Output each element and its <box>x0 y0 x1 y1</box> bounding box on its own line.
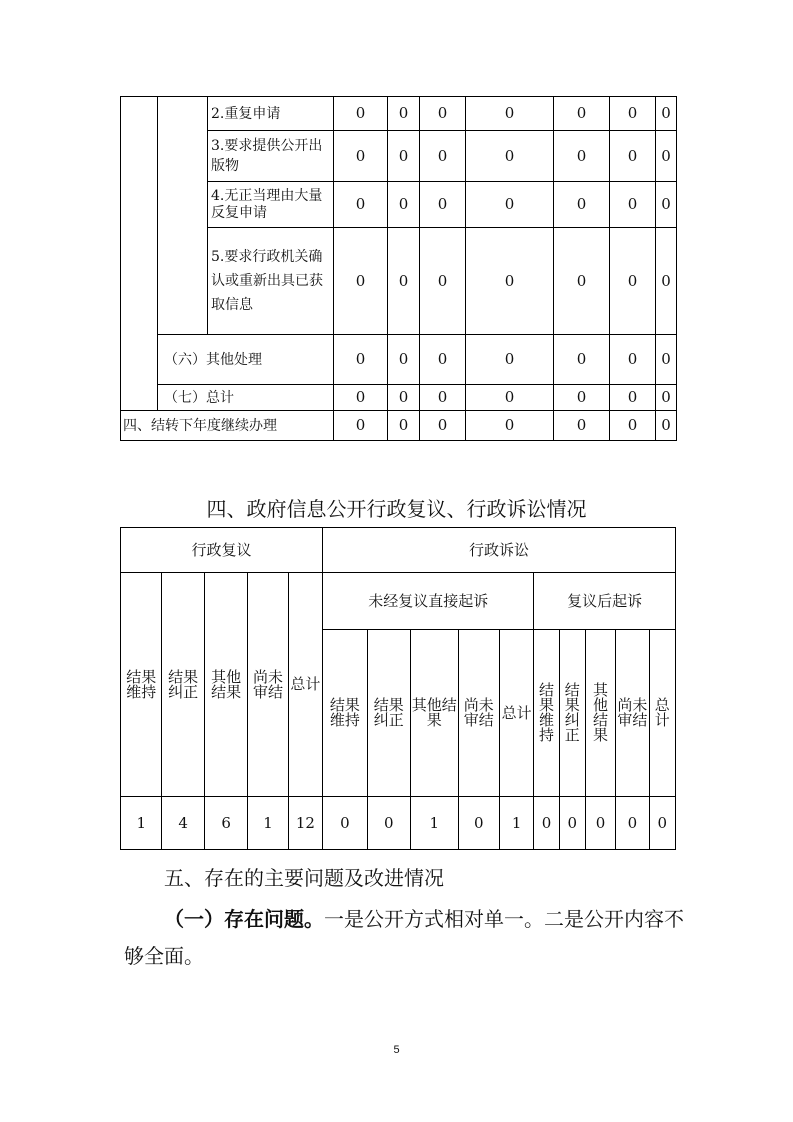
row-label: （六）其他处理 <box>158 335 334 385</box>
cell: 6 <box>204 797 247 850</box>
issues-lead: （一）存在问题。 <box>164 907 324 931</box>
cell: 0 <box>388 228 420 335</box>
cell: 0 <box>420 228 466 335</box>
cell: 1 <box>248 797 288 850</box>
direct-col: 其他结果 <box>411 630 459 797</box>
after-col: 结果纠正 <box>559 630 585 797</box>
cell: 0 <box>656 385 677 411</box>
row-label: 四、结转下年度继续办理 <box>121 411 334 441</box>
cell: 0 <box>334 182 388 228</box>
cell: 0 <box>610 97 656 131</box>
cell: 0 <box>656 411 677 441</box>
cell: 0 <box>656 228 677 335</box>
direct-col: 尚未审结 <box>458 630 499 797</box>
table-row <box>121 797 676 850</box>
cell: 0 <box>610 335 656 385</box>
review-litigation-table <box>120 527 676 850</box>
cell: 0 <box>466 131 554 182</box>
cell: 0 <box>610 131 656 182</box>
direct-col: 结果纠正 <box>367 630 410 797</box>
cell: 12 <box>288 797 322 850</box>
cell: 0 <box>554 411 610 441</box>
cell: 0 <box>554 228 610 335</box>
litigation-header: 行政诉讼 <box>323 528 676 573</box>
cell: 1 <box>121 797 162 850</box>
cell: 0 <box>388 131 420 182</box>
cell: 0 <box>388 335 420 385</box>
direct-col: 结果维持 <box>323 630 367 797</box>
cell: 0 <box>649 797 675 850</box>
cell: 0 <box>554 131 610 182</box>
cell: 0 <box>334 385 388 411</box>
after-col: 总计 <box>649 630 675 797</box>
cell: 0 <box>554 182 610 228</box>
review-col: 尚未审结 <box>248 573 288 797</box>
cell: 0 <box>610 385 656 411</box>
cell: 0 <box>420 411 466 441</box>
page-number: 5 <box>393 1044 400 1056</box>
cell: 0 <box>559 797 585 850</box>
cell: 0 <box>554 335 610 385</box>
cell: 0 <box>323 797 367 850</box>
cell: 0 <box>334 411 388 441</box>
cell: 0 <box>334 228 388 335</box>
after-col: 结果维持 <box>534 630 559 797</box>
section-heading: 四、政府信息公开行政复议、行政诉讼情况 <box>206 497 587 521</box>
table-row <box>121 385 677 411</box>
cell: 0 <box>388 182 420 228</box>
cell: 0 <box>466 182 554 228</box>
cell: 0 <box>466 97 554 131</box>
issues-paragraph <box>124 901 684 975</box>
cell: 0 <box>388 97 420 131</box>
row-label: 5.要求行政机关确认或重新出具已获取信息 <box>208 228 334 335</box>
category-cell <box>121 97 158 411</box>
cell: 0 <box>420 182 466 228</box>
cell: 0 <box>585 797 615 850</box>
row-label: 3.要求提供公开出版物 <box>208 131 334 182</box>
cell: 0 <box>656 131 677 182</box>
cell: 1 <box>411 797 459 850</box>
cell: 0 <box>420 131 466 182</box>
table-row <box>121 335 677 385</box>
section-heading: 五、存在的主要问题及改进情况 <box>164 866 444 890</box>
direct-suit-header: 未经复议直接起诉 <box>323 573 534 630</box>
review-col: 结果纠正 <box>162 573 204 797</box>
cell: 0 <box>388 411 420 441</box>
cell: 0 <box>466 228 554 335</box>
cell: 0 <box>616 797 649 850</box>
cell: 0 <box>420 335 466 385</box>
issues-text: 一是公开方式相对单一。二是公开内容不够全面。 <box>124 907 684 968</box>
row-label: （七）总计 <box>158 385 334 411</box>
cell: 0 <box>458 797 499 850</box>
cell: 0 <box>610 182 656 228</box>
after-col: 其他结果 <box>585 630 615 797</box>
cell: 0 <box>656 335 677 385</box>
cell: 0 <box>554 97 610 131</box>
cell: 0 <box>534 797 559 850</box>
cell: 4 <box>162 797 204 850</box>
review-col: 总计 <box>288 573 322 797</box>
cell: 1 <box>499 797 533 850</box>
after-review-header: 复议后起诉 <box>534 573 676 630</box>
cell: 0 <box>334 131 388 182</box>
after-col: 尚未审结 <box>616 630 649 797</box>
cell: 0 <box>466 335 554 385</box>
cell: 0 <box>554 385 610 411</box>
cell: 0 <box>420 385 466 411</box>
cell: 0 <box>466 411 554 441</box>
cell: 0 <box>656 97 677 131</box>
cell: 0 <box>610 411 656 441</box>
cell: 0 <box>334 97 388 131</box>
cell: 0 <box>420 97 466 131</box>
cell: 0 <box>610 228 656 335</box>
cell: 0 <box>367 797 410 850</box>
review-header: 行政复议 <box>121 528 323 573</box>
row-label: 4.无正当理由大量反复申请 <box>208 182 334 228</box>
subcategory-cell <box>158 97 208 335</box>
review-col: 结果维持 <box>121 573 162 797</box>
table-row <box>121 97 677 131</box>
cell: 0 <box>334 335 388 385</box>
row-label: 2.重复申请 <box>208 97 334 131</box>
table-row <box>121 411 677 441</box>
review-col: 其他结果 <box>204 573 247 797</box>
direct-col: 总计 <box>499 630 533 797</box>
cell: 0 <box>656 182 677 228</box>
cell: 0 <box>388 385 420 411</box>
cell: 0 <box>466 385 554 411</box>
disposition-table <box>120 96 677 441</box>
